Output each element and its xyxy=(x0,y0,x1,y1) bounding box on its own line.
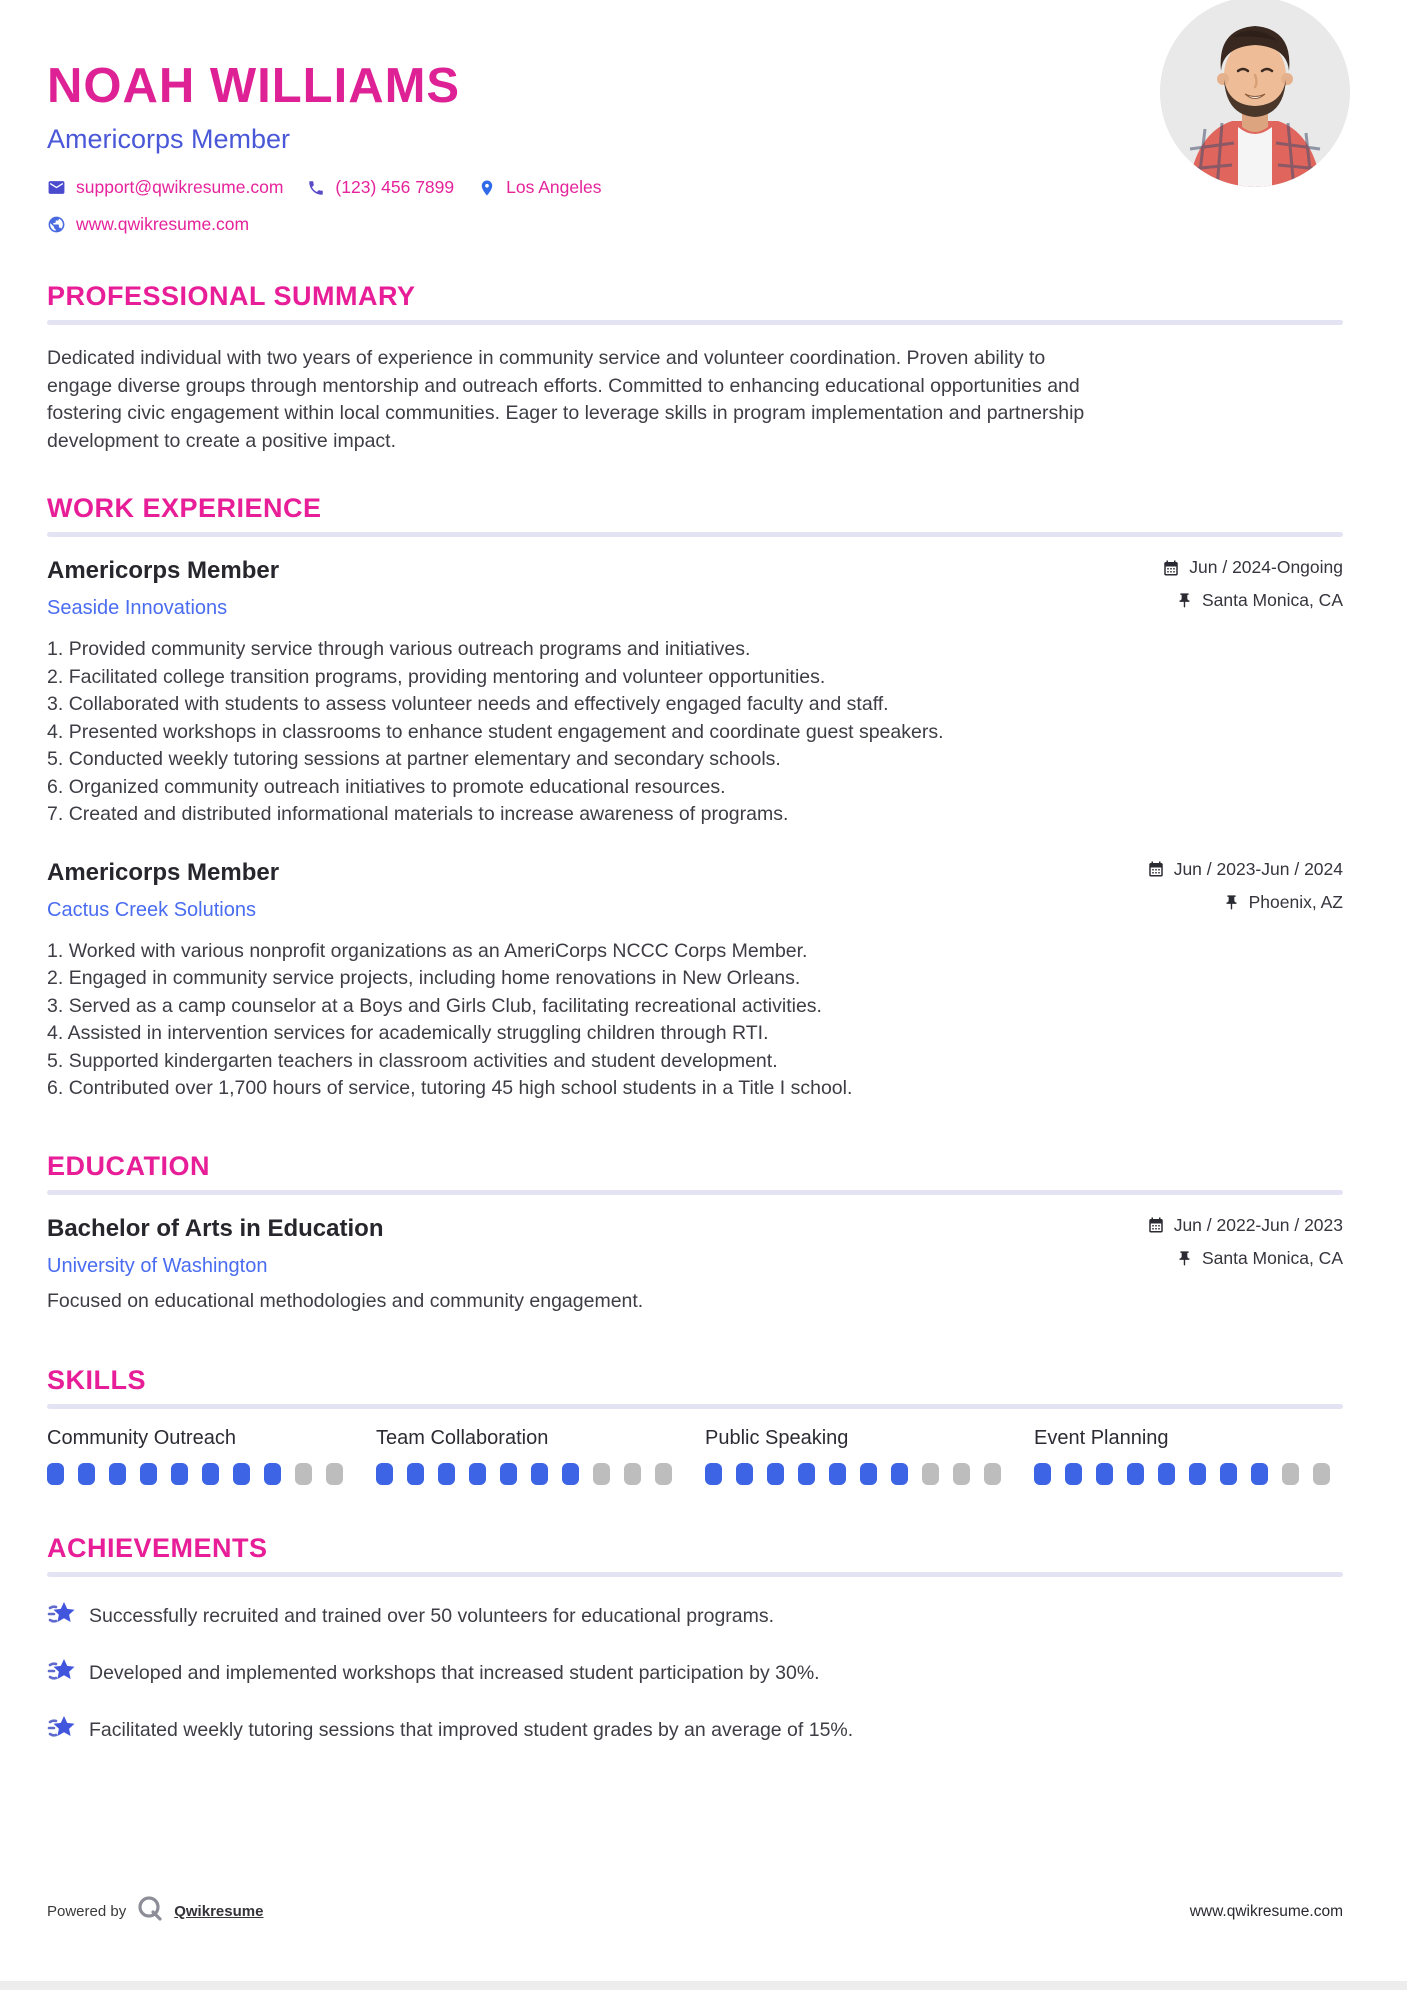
person-job-title: Americorps Member xyxy=(47,124,291,154)
skill-dot xyxy=(109,1463,126,1485)
achievement-text: Successfully recruited and trained over 50 volunteers for educational programs. xyxy=(89,1604,775,1627)
education-dates-text: Jun / 2022-Jun / 2023 xyxy=(1173,1214,1343,1235)
skill-name: Community Outreach xyxy=(47,1426,236,1449)
phone-link[interactable] xyxy=(307,177,454,198)
skill-dot xyxy=(624,1463,641,1485)
email-icon xyxy=(47,178,66,197)
shooting-star-icon xyxy=(47,1599,77,1634)
job-bullet: Contributed over 1,700 hours of service, tutoring 45 high school students in a Title I school. xyxy=(68,1077,853,1099)
skill-dot xyxy=(953,1463,970,1485)
skill-dot xyxy=(562,1463,579,1485)
achievements-heading: ACHIEVEMENTS xyxy=(47,1532,268,1563)
footer-website: www.qwikresume.com xyxy=(1189,1902,1343,1920)
job-dates-text: Jun / 2023-Jun / 2024 xyxy=(1173,858,1343,879)
qwikresume-logo-icon xyxy=(136,1895,164,1928)
skill-dot xyxy=(1127,1463,1144,1485)
company-link[interactable]: Cactus Creek Solutions xyxy=(47,898,256,921)
section-achievements xyxy=(47,1533,1343,1748)
section-divider xyxy=(47,1404,1343,1409)
pushpin-icon xyxy=(1176,592,1193,609)
phone-icon xyxy=(307,179,325,197)
skill-dot xyxy=(705,1463,722,1485)
job-meta xyxy=(1162,557,1343,611)
qwikresume-link[interactable]: Qwikresume xyxy=(174,1903,264,1920)
skill-dot xyxy=(1313,1463,1330,1485)
email-link[interactable] xyxy=(47,177,283,198)
skill-dot xyxy=(140,1463,157,1485)
skill-dot xyxy=(593,1463,610,1485)
pushpin-icon xyxy=(1176,1250,1193,1267)
website-link[interactable] xyxy=(47,214,249,235)
skill-dot xyxy=(1189,1463,1206,1485)
skill-item xyxy=(1034,1427,1343,1485)
skill-dot xyxy=(264,1463,281,1485)
section-professional-summary xyxy=(47,281,1343,455)
skill-dot xyxy=(78,1463,95,1485)
skill-item xyxy=(705,1427,1014,1485)
skill-dot xyxy=(922,1463,939,1485)
summary-heading: PROFESSIONAL SUMMARY xyxy=(47,281,416,311)
skill-dot xyxy=(233,1463,250,1485)
page-bottom-edge xyxy=(0,1981,1407,1990)
skill-dot xyxy=(326,1463,343,1485)
achievement-item xyxy=(47,1599,1343,1634)
section-skills xyxy=(47,1365,1343,1485)
job-bullet: Assisted in intervention services for academically struggling children through RTI. xyxy=(67,1022,769,1044)
skill-dot xyxy=(1096,1463,1113,1485)
job-title: Americorps Member xyxy=(47,858,280,886)
skill-dot xyxy=(171,1463,188,1485)
skill-dot xyxy=(438,1463,455,1485)
website-text: www.qwikresume.com xyxy=(76,214,250,234)
section-divider xyxy=(47,532,1343,537)
school-link[interactable]: University of Washington xyxy=(47,1254,268,1277)
skills-heading: SKILLS xyxy=(47,1364,147,1395)
skill-dot xyxy=(1251,1463,1268,1485)
section-work-experience xyxy=(47,493,1343,1103)
location-pin-icon xyxy=(478,179,496,197)
skill-dot xyxy=(1158,1463,1175,1485)
job-bullet: Organized community outreach initiatives to promote educational resources. xyxy=(68,775,726,798)
skill-dot xyxy=(829,1463,846,1485)
skill-item xyxy=(47,1427,356,1485)
education-location-text: Santa Monica, CA xyxy=(1201,1247,1343,1268)
phone-text: (123) 456 7899 xyxy=(335,177,455,197)
skill-dot xyxy=(500,1463,517,1485)
globe-icon xyxy=(47,215,66,234)
achievement-text: Developed and implemented workshops that increased student participation by 30%. xyxy=(89,1661,820,1684)
job-bullet: Worked with various nonprofit organizations as an AmeriCorps NCCC Corps Member. xyxy=(68,939,808,962)
education-entry xyxy=(47,1215,1343,1313)
skill-dot xyxy=(295,1463,312,1485)
section-divider xyxy=(47,1190,1343,1195)
education-location xyxy=(1147,1248,1343,1269)
calendar-icon xyxy=(1147,1216,1165,1234)
skill-dot xyxy=(469,1463,486,1485)
skill-dot xyxy=(1065,1463,1082,1485)
calendar-icon xyxy=(1147,860,1165,878)
pushpin-icon xyxy=(1223,894,1240,911)
summary-text: Dedicated individual with two years of experience in community service and volunteer coordination. Proven ability to engage diverse groups through mentorship and outreach efforts. Committed to enhancing educational opportunities and fostering civic engagement within local communities. Eager to leverage skills in program implementation and partnership development to create a positive impact. xyxy=(47,347,1085,452)
experience-heading: WORK EXPERIENCE xyxy=(47,493,322,523)
job-bullet: Presented workshops in classrooms to enhance student engagement and coordinate guest speakers. xyxy=(68,720,944,743)
skill-dot xyxy=(655,1463,672,1485)
profile-photo xyxy=(1160,0,1350,187)
contact-row-2 xyxy=(47,214,1343,235)
achievement-item xyxy=(47,1713,1343,1748)
skill-name: Event Planning xyxy=(1034,1426,1169,1449)
job-dates-text: Jun / 2024-Ongoing xyxy=(1189,557,1343,577)
avatar xyxy=(1160,0,1350,187)
job-dates xyxy=(1162,557,1343,578)
job-bullet-list xyxy=(47,636,1343,829)
job-dates xyxy=(1147,859,1343,880)
job-title: Americorps Member xyxy=(47,557,280,584)
education-meta xyxy=(1147,1215,1343,1269)
job-entry xyxy=(47,859,1343,1103)
skill-dot xyxy=(1220,1463,1237,1485)
skill-rating xyxy=(47,1463,356,1485)
skill-dot xyxy=(407,1463,424,1485)
email-text: support@qwikresume.com xyxy=(76,177,284,197)
skill-dot xyxy=(376,1463,393,1485)
skill-item xyxy=(376,1427,685,1485)
job-bullet: Created and distributed informational materials to increase awareness of programs. xyxy=(68,803,789,825)
job-bullet: Facilitated college transition programs, providing mentoring and volunteer opportunities. xyxy=(68,665,826,688)
company-link[interactable]: Seaside Innovations xyxy=(47,597,228,619)
job-location xyxy=(1147,892,1343,913)
job-entry-left xyxy=(47,557,279,620)
achievement-text: Facilitated weekly tutoring sessions that improved student grades by an average of 15%. xyxy=(89,1718,854,1741)
job-bullet: Conducted weekly tutoring sessions at partner elementary and secondary schools. xyxy=(68,748,781,770)
skill-dot xyxy=(1282,1463,1299,1485)
job-entry-left xyxy=(47,859,279,922)
skill-dot xyxy=(1034,1463,1051,1485)
contact-row-1 xyxy=(47,177,1343,198)
calendar-icon xyxy=(1162,559,1180,577)
job-location-text: Santa Monica, CA xyxy=(1201,590,1343,610)
shooting-star-icon xyxy=(47,1656,77,1691)
skill-name: Public Speaking xyxy=(705,1426,849,1449)
skill-dot xyxy=(47,1463,64,1485)
powered-by-text: Powered by xyxy=(47,1903,127,1920)
skill-dot xyxy=(736,1463,753,1485)
person-name: NOAH WILLIAMS xyxy=(47,59,461,113)
skill-rating xyxy=(1034,1463,1343,1485)
skill-dot xyxy=(531,1463,548,1485)
job-bullet: Supported kindergarten teachers in classroom activities and student development. xyxy=(68,1049,778,1072)
job-bullet-list xyxy=(47,938,1343,1103)
section-divider xyxy=(47,320,1343,325)
education-heading: EDUCATION xyxy=(47,1150,210,1181)
shooting-star-icon xyxy=(47,1713,77,1748)
job-bullet: Served as a camp counselor at a Boys and Girls Club, facilitating recreational activities. xyxy=(68,994,822,1017)
skill-dot xyxy=(984,1463,1001,1485)
skill-rating xyxy=(705,1463,1014,1485)
location-item xyxy=(478,177,601,198)
skill-dot xyxy=(202,1463,219,1485)
degree-title: Bachelor of Arts in Education xyxy=(47,1214,384,1242)
education-dates xyxy=(1147,1215,1343,1236)
job-bullet: Provided community service through various outreach programs and initiatives. xyxy=(68,638,751,660)
footer-brand xyxy=(47,1895,263,1928)
job-location xyxy=(1162,590,1343,611)
skill-dot xyxy=(798,1463,815,1485)
skill-name: Team Collaboration xyxy=(376,1426,549,1449)
achievement-item xyxy=(47,1656,1343,1691)
skills-grid xyxy=(47,1427,1343,1485)
skill-dot xyxy=(891,1463,908,1485)
skill-rating xyxy=(376,1463,685,1485)
section-divider xyxy=(47,1572,1343,1577)
job-meta xyxy=(1147,859,1343,913)
skill-dot xyxy=(767,1463,784,1485)
section-education xyxy=(47,1151,1343,1313)
job-bullet: Collaborated with students to assess volunteer needs and effectively engaged faculty and staff. xyxy=(68,693,889,715)
footer xyxy=(47,1895,1343,1928)
skill-dot xyxy=(860,1463,877,1485)
education-description: Focused on educational methodologies and community engagement. xyxy=(47,1289,644,1312)
job-bullet: Engaged in community service projects, including home renovations in New Orleans. xyxy=(68,967,801,989)
job-entry xyxy=(47,557,1343,829)
education-entry-left xyxy=(47,1215,643,1313)
header xyxy=(47,0,1343,235)
location-text: Los Angeles xyxy=(506,177,602,197)
job-location-text: Phoenix, AZ xyxy=(1248,891,1343,912)
